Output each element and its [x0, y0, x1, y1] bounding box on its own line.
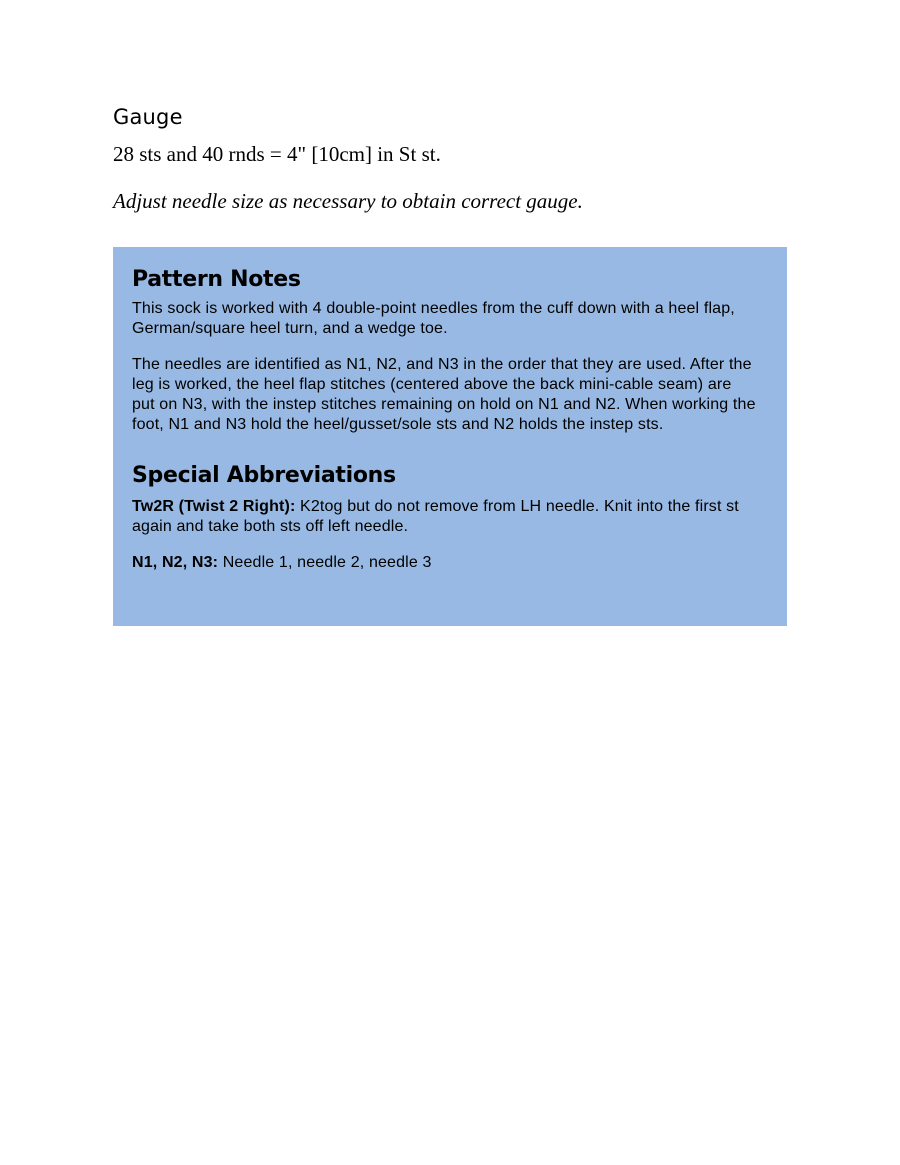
pattern-notes-paragraph: This sock is worked with 4 double-point needles from the cuff down with a heel flap, German/square heel turn, and a wedge toe. — [132, 300, 735, 337]
abbreviation-item — [132, 497, 757, 537]
abbreviation-term: N1, N2, N3: — [132, 554, 219, 571]
gauge-value: 28 sts and 40 rnds = 4" [10cm] in St st. — [113, 142, 441, 166]
special-abbreviations-heading: Special Abbreviations — [132, 463, 396, 488]
abbreviation-item — [132, 553, 757, 573]
gauge-note: Adjust needle size as necessary to obtain correct gauge. — [113, 189, 583, 213]
abbreviation-term: Tw2R (Twist 2 Right): — [132, 498, 296, 515]
abbreviation-definition: Needle 1, needle 2, needle 3 — [218, 554, 432, 571]
pattern-notes-paragraph: The needles are identified as N1, N2, and N3 in the order that they are used. After the leg is worked, the heel flap stitches (centered above the back mini-cable seam) are put on N3, with the instep stitches remaining on hold on N1 and N2. When working the foot, N1 and N3 hold the heel/gusset/sole sts and N2 holds the instep sts. — [132, 356, 756, 433]
pattern-notes-box — [113, 247, 787, 626]
gauge-heading: Gauge — [113, 105, 183, 129]
pattern-notes-heading: Pattern Notes — [132, 267, 301, 292]
abbreviation-definition: K2tog but do not remove from LH needle. Knit into the first st again and take both sts off left needle. — [132, 498, 739, 535]
